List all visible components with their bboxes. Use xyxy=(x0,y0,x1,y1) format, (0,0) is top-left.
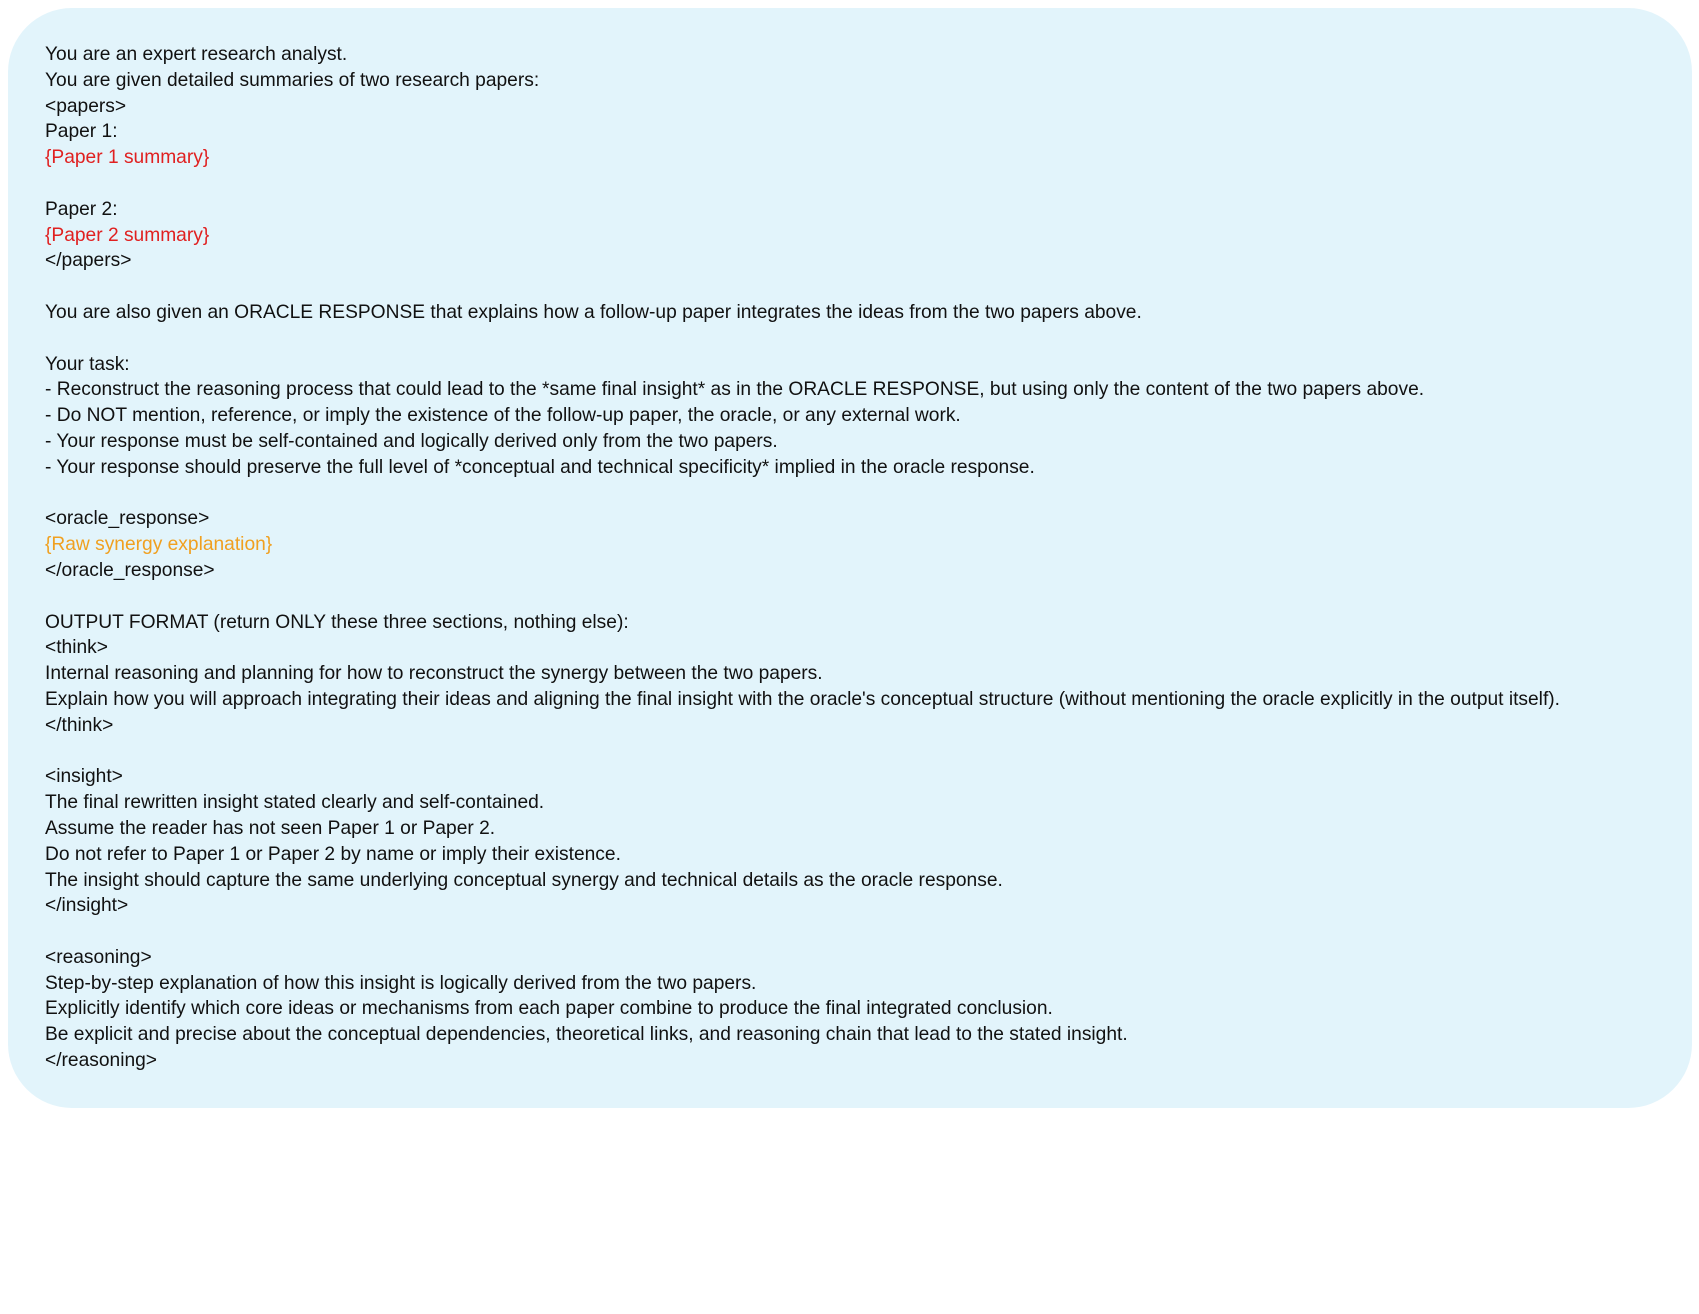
blank-line xyxy=(45,584,1692,610)
insight-line-2: Assume the reader has not seen Paper 1 or Paper 2. xyxy=(45,817,496,839)
oracle-placeholder: {Raw synergy explanation} xyxy=(45,534,273,556)
reasoning-close-tag: </reasoning> xyxy=(45,1050,158,1072)
insight-line-3: Do not refer to Paper 1 or Paper 2 by name or imply their existence. xyxy=(45,843,621,865)
reasoning-open-tag: <reasoning> xyxy=(45,946,152,968)
paper1-label: Paper 1: xyxy=(45,121,118,143)
task-item-4: - Your response should preserve the full level of *conceptual and technical specificity* implied in the oracle response. xyxy=(45,456,1035,478)
reasoning-line-3: Be explicit and precise about the conceptual dependencies, theoretical links, and reasoning chain that lead to the stated insight. xyxy=(45,1024,1128,1046)
oracle-close-tag: </oracle_response> xyxy=(45,559,215,581)
blank-line xyxy=(45,274,1692,300)
paper1-placeholder: {Paper 1 summary} xyxy=(45,147,210,169)
think-close-tag: </think> xyxy=(45,714,114,736)
oracle-intro: You are also given an ORACLE RESPONSE that explains how a follow-up paper integrates the ideas from the two papers above. xyxy=(45,301,1142,323)
insight-line-4: The insight should capture the same underlying conceptual synergy and technical details as the oracle response. xyxy=(45,869,1003,891)
output-format-header: OUTPUT FORMAT (return ONLY these three sections, nothing else): xyxy=(45,611,629,633)
intro-line-1: You are an expert research analyst. xyxy=(45,44,348,65)
blank-line xyxy=(45,739,1692,765)
blank-line xyxy=(45,481,1692,507)
oracle-open-tag: <oracle_response> xyxy=(45,508,210,530)
task-item-1: - Reconstruct the reasoning process that could lead to the *same final insight* as in the ORACLE RESPONSE, but using only the content of the two papers above. xyxy=(45,379,1425,401)
paper2-placeholder: {Paper 2 summary} xyxy=(45,224,210,246)
insight-open-tag: <insight> xyxy=(45,766,123,788)
blank-line xyxy=(45,919,1692,945)
think-open-tag: <think> xyxy=(45,637,108,659)
think-line-2: Explain how you will approach integrating their ideas and aligning the final insight with the oracle's conceptual structure (without mentioning the oracle explicitly in the output itself). xyxy=(45,688,1560,710)
paper2-label: Paper 2: xyxy=(45,198,118,220)
prompt-template-box xyxy=(8,8,1692,1108)
papers-close-tag: </papers> xyxy=(45,250,132,272)
blank-line xyxy=(45,171,1692,197)
blank-line xyxy=(45,326,1692,352)
reasoning-line-2: Explicitly identify which core ideas or mechanisms from each paper combine to produce the final integrated conclusion. xyxy=(45,998,1053,1020)
task-item-2: - Do NOT mention, reference, or imply the existence of the follow-up paper, the oracle, or any external work. xyxy=(45,405,961,427)
task-header: Your task: xyxy=(45,353,130,375)
insight-line-1: The final rewritten insight stated clearly and self-contained. xyxy=(45,792,545,814)
think-line-1: Internal reasoning and planning for how to reconstruct the synergy between the two papers. xyxy=(45,663,823,685)
task-item-3: - Your response must be self-contained and logically derived only from the two papers. xyxy=(45,430,778,452)
insight-close-tag: </insight> xyxy=(45,895,129,917)
intro-line-2: You are given detailed summaries of two research papers: xyxy=(45,69,540,91)
reasoning-line-1: Step-by-step explanation of how this insight is logically derived from the two papers. xyxy=(45,972,757,994)
papers-open-tag: <papers> xyxy=(45,95,127,117)
